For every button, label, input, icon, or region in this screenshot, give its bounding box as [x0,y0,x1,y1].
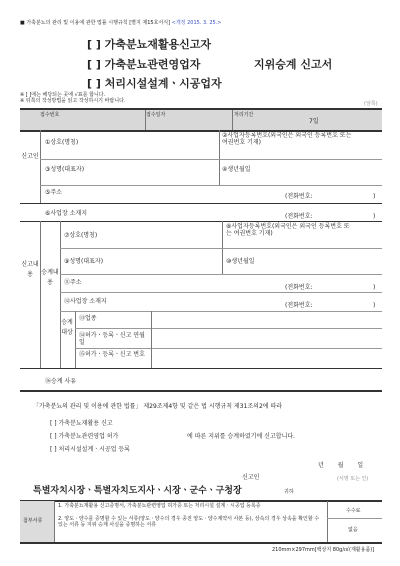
site-location-label: ⑥사업장 소재지 [45,210,88,217]
fee-label: 수수료 [346,508,361,514]
checkbox-design-registration[interactable]: [ ] 처리시설설계ㆍ시공업 등록 [50,446,130,453]
title-suffix: 지위승계 신고서 [254,58,333,71]
successor-birth-label: ⑩생년월일 [226,258,255,265]
successor-site-phone-label: (전화번호: [285,302,313,309]
permit-number-label: ⑮허가ㆍ등록ㆍ신고 번호 [79,351,145,358]
page-side: (앞쪽) [364,101,378,107]
site-phone-label: (전화번호: [285,213,313,220]
content-section-label: 신고내용 [21,261,39,278]
reporter-section-label: 신고인 [21,153,39,160]
note-instructions: ※ 뒤쪽의 작성방법을 읽고 작성하시기 바랍니다. [20,98,126,104]
successor-regno-label: ⑧사업자등록번호(외국인은 외국인 등록번호 또는 여권번호 기재) [226,223,350,237]
title-option-2: [ ] 가축분뇨관련영업자 [87,58,201,71]
title-option-3: [ ] 처리시설설계ㆍ시공업자 [87,77,222,90]
recipient-honorific: 귀하 [284,489,294,495]
legal-basis-text: 「가축분뇨의 관리 및 이용에 관한 법률」 제29조제4항 및 같은 법 시행규칙 제31조의2에 따라 [33,403,283,410]
declaration-statement: 에 따른 지위를 승계하였기에 신고합니다. [187,433,296,440]
successor-address-phone-label: (전화번호: [285,284,313,291]
receipt-no-label: 접수번호 [40,112,60,118]
processing-period-label: 처리기간 [234,112,254,118]
attachment-item-1: 1. 가축분뇨재활용 신고증명서, 가축분뇨관련영업 허가증 또는 처리시설 설계ㆍ시공업 등록증 [58,503,261,509]
reporter-signer-label: 신고인 [242,474,260,481]
successor-label: 승계내용 [41,269,59,286]
reporter-name-label: ①상호(명칭) [45,139,79,146]
successor-rep-label: ⑨성명(대표자) [64,258,104,265]
checkbox-recycling-report[interactable]: [ ] 가축분뇨재활용 신고 [50,420,113,427]
declaration-date: 년 월 일 [318,462,364,469]
permit-date-label: ⑭허가ㆍ등록ㆍ신고 연월일 [79,332,145,346]
reporter-regno-label: ②사업자등록번호(외국인은 외국인 등록번호 또는 여권번호 기재) [222,132,352,146]
receipt-date-label: 접수일자 [146,112,166,118]
succession-reason-label: ⑯승계 사유 [45,378,77,385]
attachment-item-2: 2. 양도ㆍ양수를 증명할 수 있는 서류(양도ㆍ양수의 경우 종전 양도ㆍ양수계약서 사본 등), 상속의 경우 상속을 확인할 수 있는 서류 등 지위 승계 사실을 증명하는 서류 [58,516,320,528]
recipient-authority: 특별자치시장ㆍ특별자치도지사ㆍ시장ㆍ군수ㆍ구청장 [33,486,242,496]
reporter-birth-label: ④생년월일 [222,166,251,173]
business-type-label: ⑬업종 [79,315,97,322]
fee-value: 없음 [348,527,358,533]
law-reference: ■ 가축분뇨의 관리 및 이용에 관한 법률 시행규칙 [별지 제15호서식] <개정 2015. 3. 25.> [20,20,222,26]
reporter-address-label: ⑤주소 [45,189,62,196]
note-checkbox: ※ [ ]에는 해당되는 곳에 √표를 합니다. [20,92,106,98]
signature-field[interactable]: (서명 또는 인) [337,476,369,482]
processing-period-value: 7일 [309,118,319,125]
checkbox-business-permit[interactable]: [ ] 가축분뇨관련영업 허가 [50,433,119,440]
successor-site-label: ⑫사업장 소재지 [64,298,107,305]
successor-name-label: ⑦상호(명칭) [64,232,98,239]
attachments-label: 첨부서류 [23,518,43,524]
receipt-header [20,110,382,130]
paper-spec: 210mm×297mm[백상지 80g/㎡(재활용품)] [272,547,375,553]
reporter-rep-label: ③성명(대표자) [45,166,85,173]
successor-address-label: ⑪주소 [64,279,82,286]
target-label: 승계대상 [61,319,73,336]
reporter-phone-label: (전화번호: [285,193,313,200]
title-option-1: [ ] 가축분뇨재활용신고자 [87,38,211,51]
